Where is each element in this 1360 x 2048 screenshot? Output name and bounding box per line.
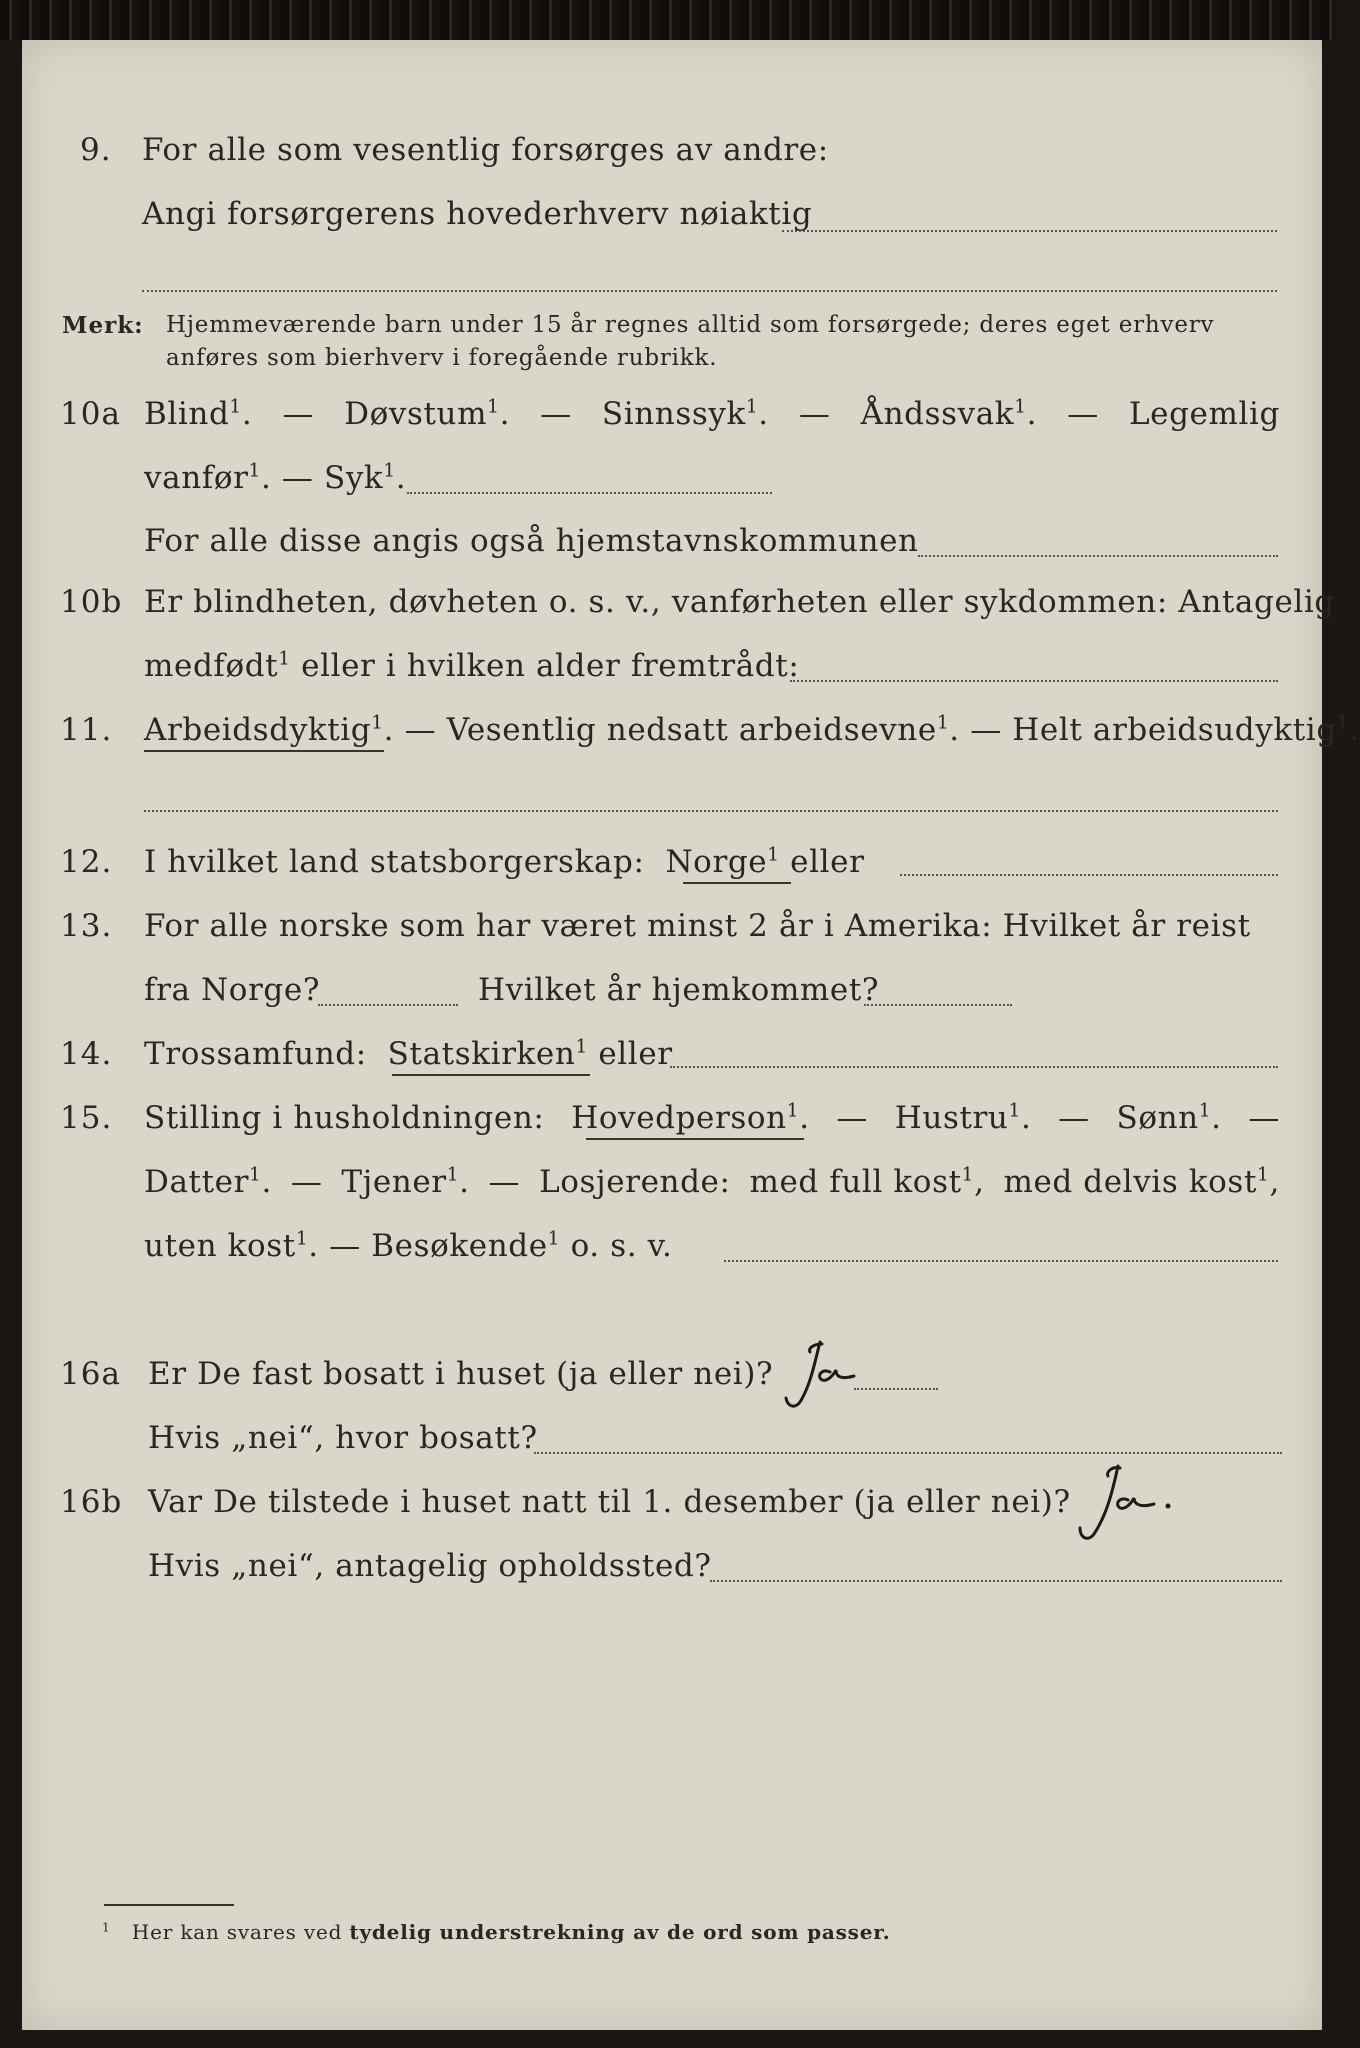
q12-text: I hvilket land statsborgerskap:: [144, 844, 645, 880]
footnote-bold-text: tydelig understrekning av de ord som passer.: [349, 1920, 891, 1944]
q10b-answer-line[interactable]: [790, 680, 1278, 682]
q13-hjemkommet-line[interactable]: [864, 1004, 1012, 1006]
form-page: [22, 40, 1360, 2030]
q10a-hjemstavn-line[interactable]: [918, 555, 1278, 557]
q15-tjener[interactable]: Tjener$^1$.: [341, 1164, 470, 1200]
q10a-syk[interactable]: Syk$^1$.: [323, 460, 407, 496]
q10a-dovstum[interactable]: Døvstum$^1$.: [344, 396, 511, 432]
q10b-line1: Er blindheten, døvheten o. s. v., vanførheten eller sykdommen: Antagelig: [144, 584, 1335, 620]
q13-line1: For alle norske som har været minst 2 år i Amerika: Hvilket år reist: [144, 908, 1251, 944]
merk-line1: Hjemmeværende barn under 15 år regnes alltid som forsørgede; deres eget erhverv: [166, 312, 1215, 338]
q11-number: 11.: [60, 712, 113, 748]
q10b-number: 10b: [60, 584, 123, 620]
scan-top-edge: [0, 0, 1337, 40]
q15-sonn[interactable]: Sønn$^1$.: [1116, 1100, 1222, 1136]
q13-reist-line[interactable]: [318, 1004, 458, 1006]
q10a-vanfor[interactable]: vanfør$^1$.: [144, 460, 272, 496]
q15-hovedperson[interactable]: Hovedperson$^1$.: [571, 1100, 810, 1136]
q15-line3: [144, 1228, 673, 1264]
footnote-rule: [104, 1904, 234, 1906]
q13-line2a: fra Norge?: [144, 972, 321, 1008]
q15-losjerende: Losjerende:: [539, 1164, 731, 1200]
q11-answer-line[interactable]: [144, 810, 1278, 812]
q14-line: [144, 1036, 673, 1072]
dash: —: [329, 1228, 361, 1264]
q15-uten-kost[interactable]: uten kost$^1$.: [144, 1228, 319, 1264]
q13-line2b: Hvilket år hjemkommet?: [478, 972, 880, 1008]
dash: —: [282, 396, 315, 432]
q14-statskirken[interactable]: Statskirken$^1$: [387, 1036, 588, 1072]
q9-answer-line[interactable]: [782, 230, 1277, 232]
q16b-number: 16b: [60, 1484, 123, 1520]
dash: —: [540, 396, 572, 432]
q12-line: [144, 844, 865, 880]
q16b-handwritten-answer: [1058, 1458, 1198, 1548]
q10a-legemlig[interactable]: Legemlig: [1128, 396, 1280, 432]
q16a-line1: Er De fast bosatt i huset (ja eller nei)?: [148, 1356, 774, 1392]
q10b-alder-text: eller i hvilken alder fremtrådt:: [301, 648, 800, 684]
q9-answer-line-2[interactable]: [142, 290, 1277, 292]
dash: —: [1058, 1100, 1090, 1136]
dash: —: [798, 396, 831, 432]
q14-number: 14.: [60, 1036, 113, 1072]
q16a-answer-line[interactable]: [854, 1388, 938, 1390]
q10a-line3: For alle disse angis også hjemstavnskommunen: [144, 523, 919, 559]
q14-answer-line[interactable]: [670, 1066, 1278, 1068]
footnote-text: Her kan svares ved: [131, 1920, 343, 1944]
dash: —: [836, 1100, 869, 1136]
q12-eller: eller: [790, 844, 865, 880]
dash: —: [488, 1164, 521, 1200]
q12-underline-norge: [683, 882, 791, 884]
q10a-andssvak[interactable]: Åndssvak$^1$.: [860, 396, 1038, 432]
dash: —: [290, 1164, 323, 1200]
dash: —: [1248, 1100, 1280, 1136]
q15-number: 15.: [60, 1100, 113, 1136]
q15-delvis-kost[interactable]: med delvis kost$^1$,: [1003, 1164, 1280, 1200]
dash: —: [404, 712, 437, 748]
dash: —: [970, 712, 1002, 748]
q12-answer-line[interactable]: [900, 874, 1278, 876]
q11-udyktig[interactable]: Helt arbeidsudyktig$^1$.: [1012, 712, 1360, 748]
q14-underline-statskirken: [392, 1074, 590, 1076]
q10a-line2: [144, 460, 406, 496]
q11-underline-arbeidsdyktig: [144, 750, 384, 752]
q10a-blind[interactable]: Blind$^1$.: [144, 396, 253, 432]
q9-number: 9.: [80, 132, 112, 168]
q16a-bosatt-line[interactable]: [534, 1452, 1282, 1454]
q16a-handwritten-answer: [774, 1336, 894, 1416]
q10a-number: 10a: [60, 396, 121, 432]
q12-norge[interactable]: Norge$^1$: [665, 844, 780, 880]
q10a-answer-line[interactable]: [407, 492, 772, 494]
merk-label: Merk:: [62, 312, 144, 339]
q16b-line1: Var De tilstede i huset natt til 1. desember (ja eller nei)?: [148, 1484, 1071, 1520]
q16a-line2: Hvis „nei“, hvor bosatt?: [148, 1420, 538, 1456]
q15-underline-hovedperson: [586, 1138, 804, 1140]
q16b-line2: Hvis „nei“, antagelig opholdssted?: [148, 1548, 712, 1584]
q11-arbeidsdyktig[interactable]: Arbeidsdyktig$^1$.: [144, 712, 395, 748]
q16b-opholdssted-line[interactable]: [710, 1580, 1282, 1582]
q15-hustru[interactable]: Hustru$^1$.: [894, 1100, 1032, 1136]
q12-number: 12.: [60, 844, 113, 880]
q10a-sinnssyk[interactable]: Sinnssyk$^1$.: [601, 396, 769, 432]
q11-line: [144, 712, 1360, 748]
q14-eller: eller: [598, 1036, 673, 1072]
q11-nedsatt[interactable]: Vesentlig nedsatt arbeidsevne$^1$.: [446, 712, 960, 748]
q10b-medfodt[interactable]: medfødt$^1$: [144, 648, 291, 684]
q15-line1: [144, 1100, 1280, 1136]
q15-osv: o. s. v.: [570, 1228, 673, 1264]
q15-full-kost[interactable]: med full kost$^1$,: [749, 1164, 985, 1200]
q10b-line2: [144, 648, 799, 684]
merk-line2: anføres som bierhverv i foregående rubrikk.: [166, 345, 718, 371]
q9-line1: For alle som vesentlig forsørges av andre:: [142, 132, 829, 168]
q15-datter[interactable]: Datter$^1$.: [144, 1164, 272, 1200]
footnote-mark: 1: [102, 1920, 111, 1935]
footnote: [102, 1920, 891, 1944]
dash: —: [281, 460, 314, 496]
q10a-line1: [144, 396, 1280, 432]
q9-line2: Angi forsørgerens hovederhverv nøiaktig: [142, 196, 813, 232]
q15-line2: [144, 1164, 1280, 1200]
q13-number: 13.: [60, 908, 113, 944]
q15-besokende[interactable]: Besøkende$^1$: [371, 1228, 561, 1264]
q15-answer-line[interactable]: [724, 1260, 1278, 1262]
q15-text: Stilling i husholdningen:: [144, 1100, 545, 1136]
q14-text: Trossamfund:: [144, 1036, 367, 1072]
dash: —: [1067, 396, 1099, 432]
q16a-number: 16a: [60, 1356, 121, 1392]
